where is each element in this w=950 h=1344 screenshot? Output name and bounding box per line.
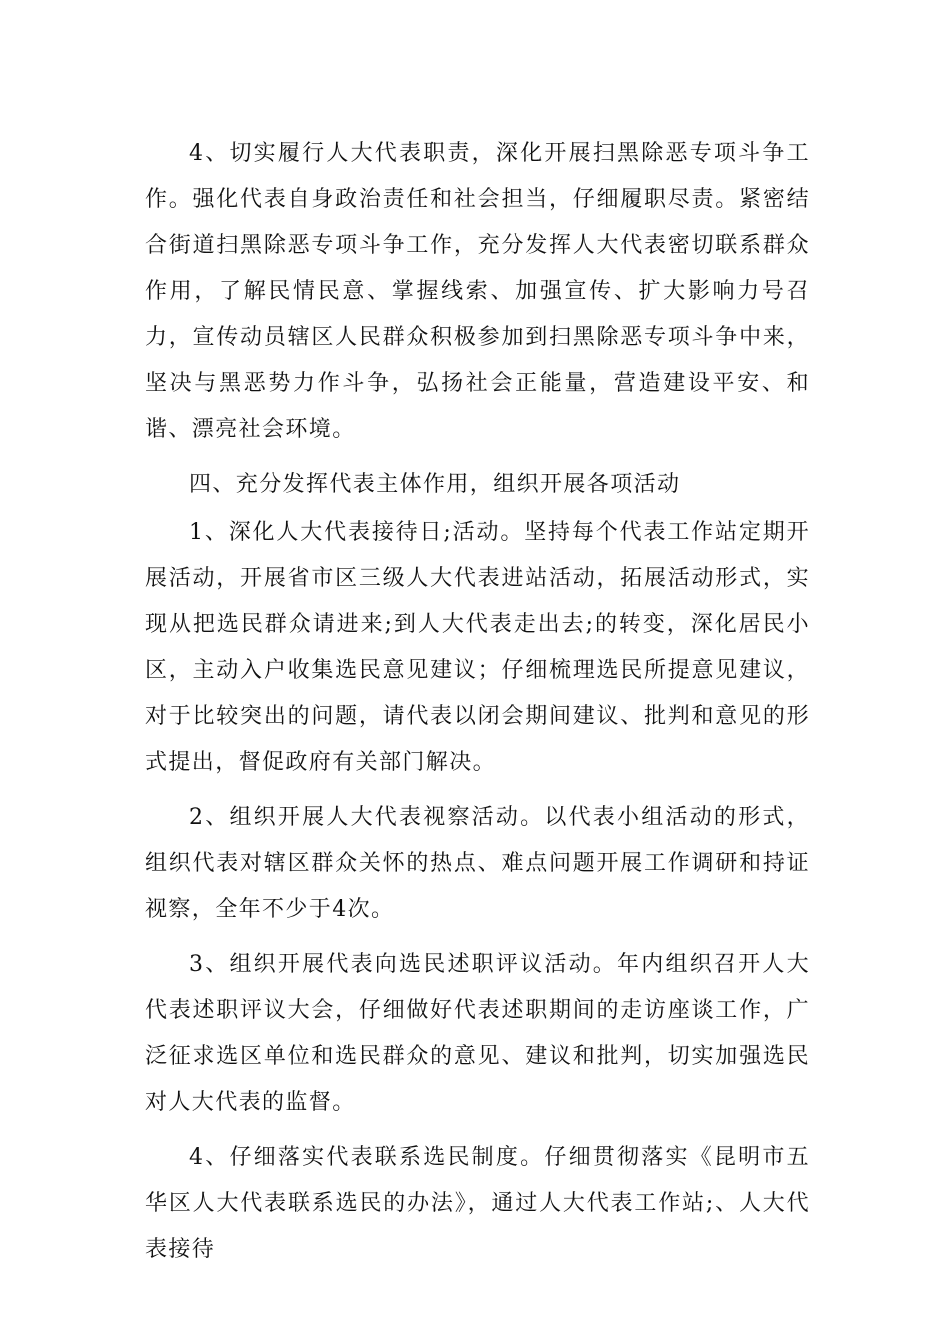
paragraph-inspection: 2、组织开展人大代表视察活动。以代表小组活动的形式，组织代表对辖区群众关怀的热点、难点问题开展工作调研和持证视察，全年不少于4次。 [145, 805, 810, 922]
document-body [145, 131, 810, 1282]
section-heading-four: 四、充分发挥代表主体作用，组织开展各项活动 [189, 472, 681, 497]
paragraph-duty-anti-crime: 4、切实履行人大代表职责，深化开展扫黑除恶专项斗争工作。强化代表自身政治责任和社会担当，仔细履职尽责。紧密结合街道扫黑除恶专项斗争工作，充分发挥人大代表密切联系群众作用，了解民情民意、掌握线索、加强宣传、扩大影响力号召力，宣传动员辖区人民群众积极参加到扫黑除恶专项斗争中来，坚决与黑恶势力作斗争，弘扬社会正能量，营造建设平安、和谐、漂亮社会环境。 [145, 141, 810, 442]
paragraph-report-evaluation: 3、组织开展代表向选民述职评议活动。年内组织召开人大代表述职评议大会，仔细做好代表述职期间的走访座谈工作，广泛征求选区单位和选民群众的意见、建议和批判，切实加强选民对人大代表的监督。 [145, 952, 810, 1115]
paragraph-contact-system: 4、仔细落实代表联系选民制度。仔细贯彻落实《昆明市五华区人大代表联系选民的办法》，通过人大代表工作站;、人大代表接待 [145, 1145, 810, 1262]
paragraph-reception-day: 1、深化人大代表接待日;活动。坚持每个代表工作站定期开展活动，开展省市区三级人大代表进站活动，拓展活动形式，实现从把选民群众请进来;到人大代表走出去;的转变，深化居民小区，主动入户收集选民意见建议；仔细梳理选民所提意见建议，对于比较突出的问题，请代表以闭会期间建议、批判和意见的形式提出，督促政府有关部门解决。 [145, 520, 810, 775]
